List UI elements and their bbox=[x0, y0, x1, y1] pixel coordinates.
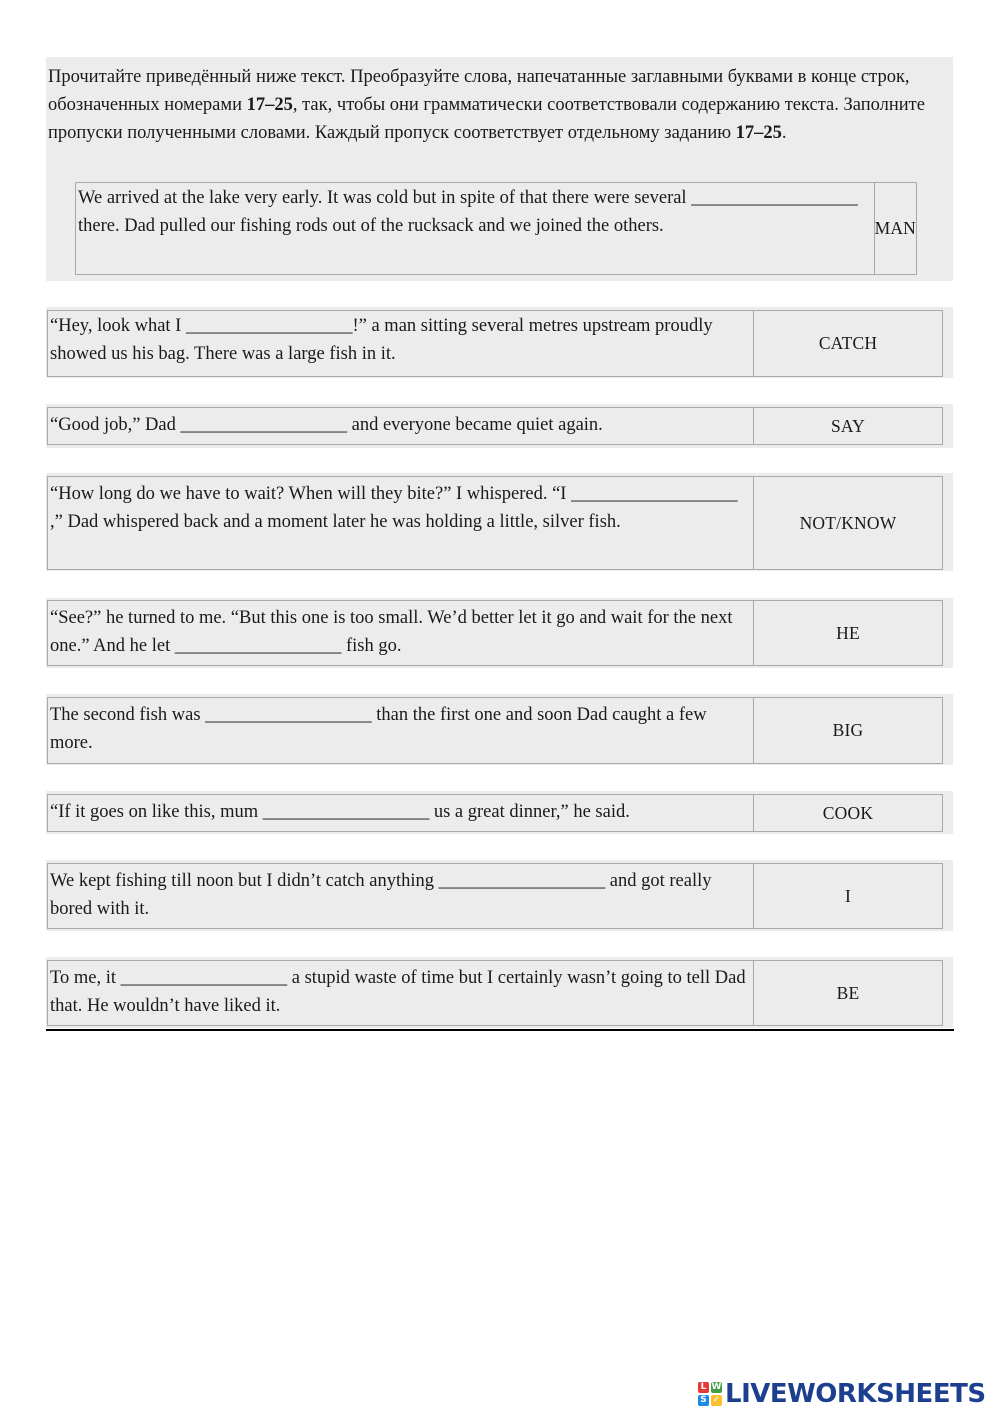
sentence-after: a stupid waste of time but I certainly wasn’t going to tell Dad that. He wouldn’t have liked it. bbox=[50, 968, 746, 1016]
answer-blank[interactable]: __________________ bbox=[205, 705, 372, 725]
task-sentence bbox=[48, 795, 754, 831]
sentence-after: us a great dinner,” he said. bbox=[429, 802, 630, 822]
task-sentence bbox=[48, 698, 754, 763]
sentence-before: “Hey, look what I bbox=[50, 316, 186, 336]
logo-mark-w: W bbox=[711, 1382, 722, 1392]
task-sentence bbox=[48, 477, 754, 569]
task-keyword: HE bbox=[836, 622, 860, 643]
task-sentence bbox=[48, 864, 754, 928]
logo-text: LIVEWORKSHEETS bbox=[725, 1379, 986, 1409]
sentence-after: there. Dad pulled our fishing rods out of the rucksack and we joined the others. bbox=[78, 215, 664, 236]
instructions-part2: , так, чтобы они грамматически соответствовали содержанию текста. Заполните пропуски полученными словами. Каждый пропуск соответствует отдельному заданию bbox=[48, 95, 925, 143]
answer-blank[interactable]: __________________ bbox=[691, 188, 858, 208]
logo-mark-l: L bbox=[698, 1382, 709, 1393]
logo-mark-check: ✓ bbox=[712, 1395, 721, 1405]
answer-blank[interactable]: __________________ bbox=[174, 635, 342, 656]
answer-blank[interactable]: __________________ bbox=[438, 871, 606, 891]
logo-mark-icon bbox=[698, 1382, 722, 1406]
task-row-25 bbox=[47, 960, 943, 1026]
task-keyword: NOT/KNOW bbox=[799, 512, 897, 533]
task-keyword: BIG bbox=[832, 720, 864, 740]
task-sentence bbox=[48, 408, 754, 444]
sentence-before: “See?” he turned to me. “But this one is too small. We’d better let it go and wait for the next one.” And he let bbox=[50, 608, 733, 656]
task-row-22 bbox=[47, 697, 943, 764]
task-keyword: CATCH bbox=[818, 333, 878, 353]
task-sentence bbox=[48, 601, 754, 665]
instructions-text bbox=[48, 63, 948, 147]
answer-blank[interactable]: __________________ bbox=[262, 802, 430, 822]
task-row-23 bbox=[47, 794, 943, 832]
task-keyword: COOK bbox=[822, 802, 874, 823]
sentence-before: We kept fishing till noon but I didn’t catch anything bbox=[50, 871, 439, 891]
sentence-before: “Good job,” Dad bbox=[50, 415, 181, 435]
sentence-after: and got really bored with it. bbox=[50, 871, 712, 919]
task-sentence bbox=[48, 311, 754, 376]
task-row-18 bbox=[47, 310, 943, 377]
sentence-before: The second fish was bbox=[50, 705, 206, 725]
task-sentence bbox=[48, 961, 754, 1025]
answer-blank[interactable]: __________________ bbox=[185, 316, 353, 336]
task-keyword: SAY bbox=[830, 415, 865, 436]
logo-mark-s: S bbox=[698, 1395, 709, 1406]
task-sentence bbox=[76, 183, 875, 274]
instructions-range1: 17–25 bbox=[246, 95, 293, 115]
sentence-before: “If it goes on like this, mum bbox=[50, 802, 263, 822]
instructions-range2: 17–25 bbox=[735, 123, 782, 143]
task-keyword: MAN bbox=[874, 218, 916, 238]
task-row-21 bbox=[47, 600, 943, 666]
instructions-part3: . bbox=[781, 123, 787, 143]
answer-blank[interactable]: __________________ bbox=[571, 484, 738, 504]
task-keyword: I bbox=[844, 885, 852, 906]
instructions-part1: Прочитайте приведённый ниже текст. Преобразуйте слова, напечатанные заглавными буквами в конце строк, обозначенных номерами bbox=[48, 67, 910, 115]
bottom-rule bbox=[46, 1029, 954, 1031]
sentence-before: We arrived at the lake very early. It was cold but in spite of that there were several bbox=[78, 188, 692, 208]
sentence-before: To me, it bbox=[50, 968, 121, 988]
sentence-before: “How long do we have to wait? When will they bite?” I whispered. “I bbox=[50, 484, 572, 504]
task-row-20 bbox=[47, 476, 943, 570]
task-keyword: BE bbox=[836, 982, 860, 1003]
sentence-after: ,” Dad whispered back and a moment later he was holding a little, silver fish. bbox=[50, 511, 621, 532]
sentence-after: and everyone became quiet again. bbox=[347, 415, 603, 435]
sentence-after: than the first one and soon Dad caught a few more. bbox=[50, 705, 707, 753]
answer-blank[interactable]: __________________ bbox=[120, 968, 288, 988]
sentence-after: fish go. bbox=[341, 635, 402, 656]
task-row-24 bbox=[47, 863, 943, 929]
task-row-17 bbox=[75, 182, 917, 275]
liveworksheets-logo bbox=[698, 1377, 986, 1411]
task-row-19 bbox=[47, 407, 943, 445]
sentence-after: !” a man sitting several metres upstream proudly showed us his bag. There was a large fish in it. bbox=[50, 316, 713, 364]
answer-blank[interactable]: __________________ bbox=[180, 415, 347, 435]
